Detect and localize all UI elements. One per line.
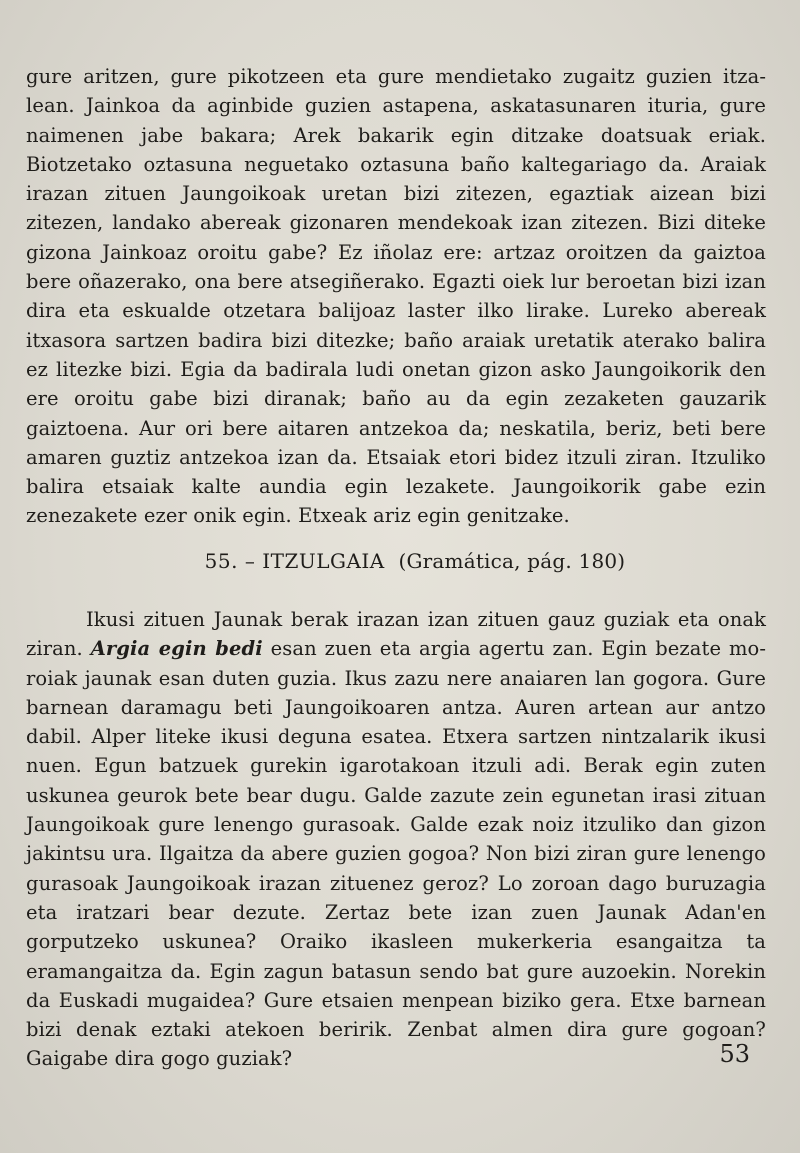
section-title: ITZULGAIA xyxy=(262,549,385,573)
paragraph-2-part-1: Ikusi zituen Jaunak berak irazan izan zituen gauz guziak eta onak ziran. xyxy=(26,608,766,661)
page-number: 53 xyxy=(719,1040,750,1068)
section-heading xyxy=(0,549,800,573)
section-reference: (Gramática, pág. 180) xyxy=(398,549,626,573)
paragraph-2 xyxy=(26,605,766,1074)
paragraph-2-part-2: esan zuen eta argia agertu zan. Egin bezate moroiak jaunak esan duten guzia. Ikus zazu nere anaiaren lan gogora. Gure barnean daramagu beti Jaungoikoaren antza. Auren artean aur antzo dabil. Alper liteke ikusi deguna esatea. Etxera sartzen nintzalarik ikusi nuen. Egun batzuek gurekin igarotakoan itzuli adi. Berak egin zuten uskunea geurok bete bear dugu. Galde zazute zein egunetan irasi zituan Jaungoikoak gure lenengo gurasoak. Galde ezak noiz itzuliko dan gizon jakintsu ura. Ilgaitza da abere guzien gogoa? Non bizi ziran gure lenengo gurasoak Jaungoikoak irazan zituenez geroz? Lo zoroan dago buruzagia eta iratzari bear dezute. Zertaz bete izan zuen Jaunak Adan'en gorputzeko uskunea? Oraiko ikasleen mukerkeria esangaitza ta eramangaitza da. Egin zagun batasun sendo bat gure auzoekin. Norekin da Euskadi mugaidea? Gure etsaien menpean biziko gera. Etxe barnean bizi denak eztaki atekoen beririk. Zenbat almen dira gure gogoan? Gaigabe dira gogo guziak? xyxy=(26,637,766,1071)
paragraph-2-quote: Argia egin bedi xyxy=(90,637,263,661)
exercise-text-block xyxy=(26,62,766,531)
section-number: 55. – xyxy=(204,549,256,573)
paragraph-1: gure aritzen, gure pikotzeen eta gure mendietako zugaitz guzien itzalean. Jainkoa da aginbide guzien astapena, askatasunaren ituria, gure naimenen jabe bakara; Arek bakarik egin ditzake doatsuak eriak. Biotzetako oztasuna neguetako oztasuna baño kaltegariago da. Araiak irazan zituen Jaungoikoak uretan bizi zitezen, egaztiak aizean bizi zitezen, landako abereak gizonaren mendekoak izan zitezen. Bizi diteke gizona Jainkoaz oroitu gabe? Ez iñolaz ere: artzaz oroitzen da gaiztoa bere oñazerako, ona bere atsegiñerako. Egazti oiek lur beroetan bizi izan dira eta eskualde otzetara balijoaz laster ilko lirake. Lureko abereak itxasora sartzen badira bizi ditezke; baño araiak uretatik aterako balira ez litezke bizi. Egia da badirala ludi onetan gizon asko Jaungoikorik den ere oroitu gabe bizi diranak; baño au da egin zezaketen gauzarik gaiztoena. Aur ori bere aitaren antzekoa da; neskatila, beriz, beti bere amaren guztiz antzekoa izan da. Etsaiak etori bidez itzuli ziran. Itzuliko balira etsaiak kalte aundia egin lezakete. Jaungoikorik gabe ezin zenezakete ezer onik egin. Etxeak ariz egin genitzake. xyxy=(26,65,766,528)
translation-text-block xyxy=(26,605,766,1074)
